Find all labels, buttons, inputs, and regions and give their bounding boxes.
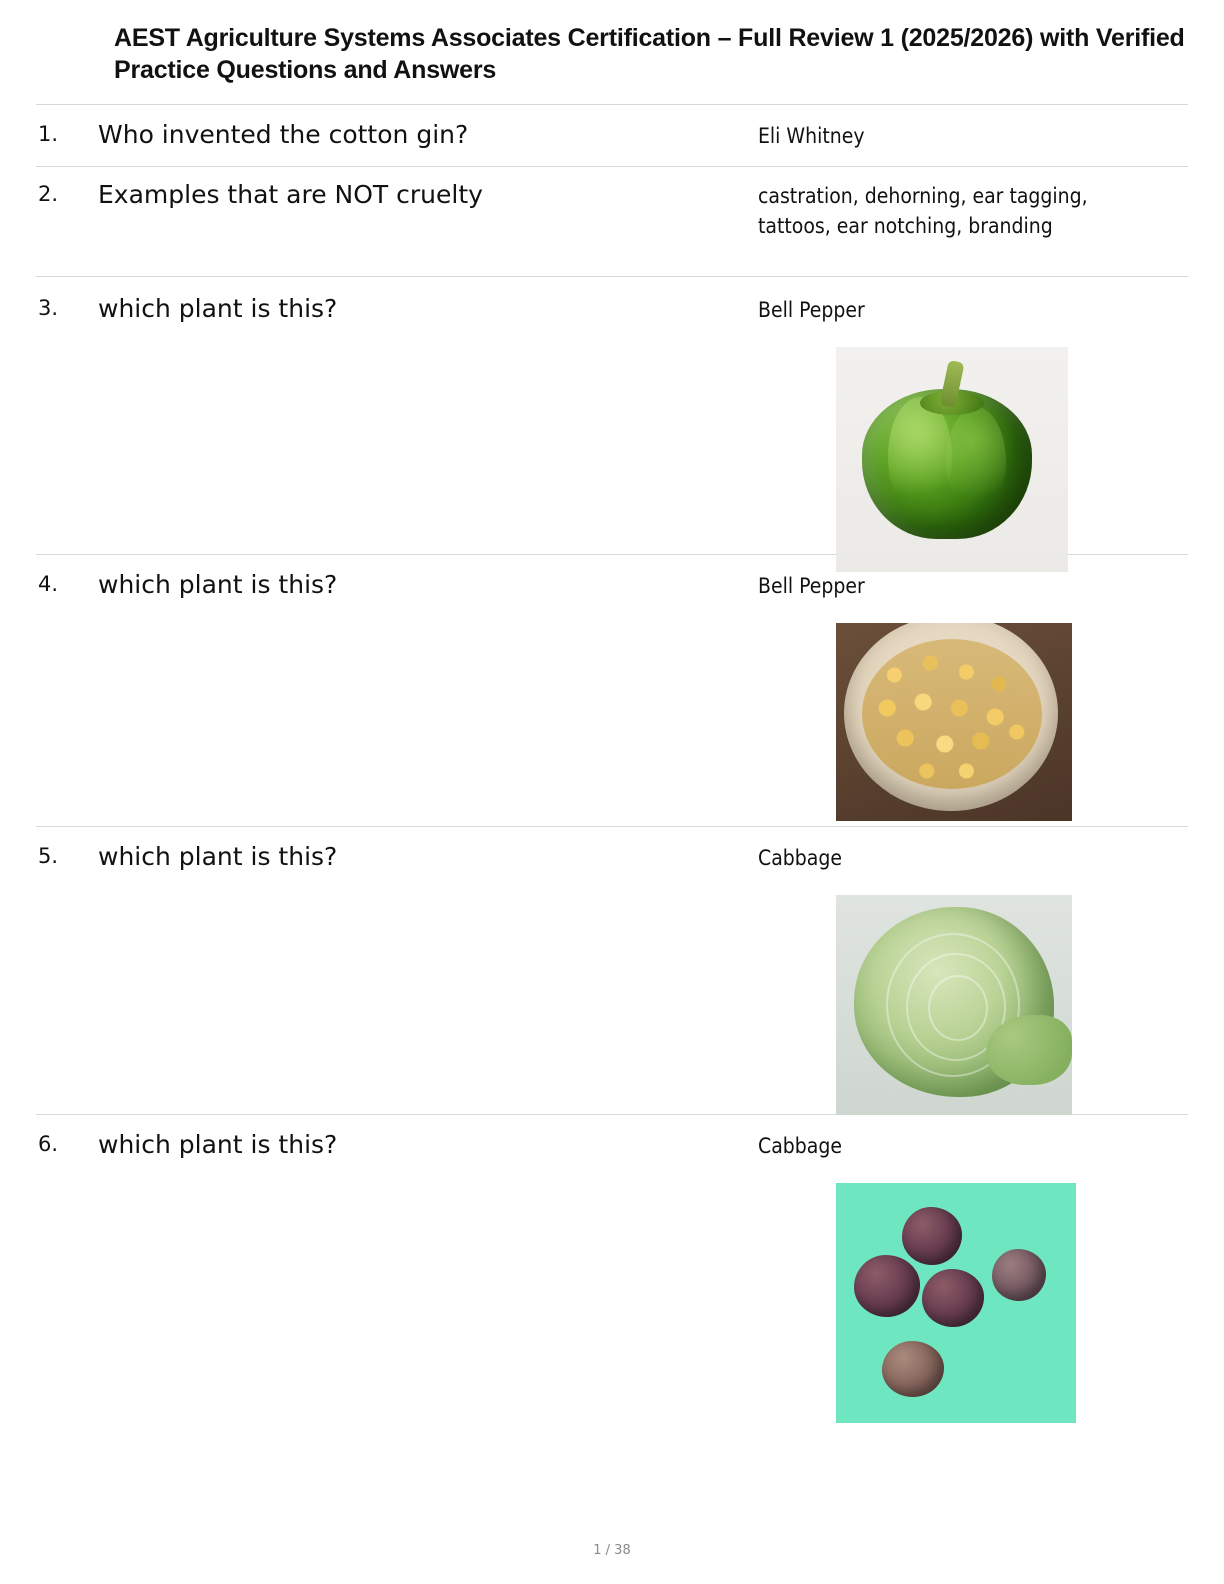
table-row — [36, 167, 1188, 277]
row-number: 3. — [38, 296, 59, 320]
cabbage-vein — [928, 975, 988, 1041]
cabbage-leaf — [986, 1015, 1072, 1085]
question-text: which plant is this? — [98, 294, 338, 323]
seed — [882, 1341, 944, 1397]
answer-cell — [758, 571, 1188, 799]
dark-seeds-on-teal-background-photo — [836, 1183, 1076, 1423]
page-title: AEST Agriculture Systems Associates Certification – Full Review 1 (2025/2026) with Verified Practice Questions and Answers — [114, 24, 1185, 84]
table-row — [36, 827, 1188, 1115]
table-row — [36, 277, 1188, 555]
seed — [992, 1249, 1046, 1301]
question-text: Who invented the cotton gin? — [98, 120, 469, 149]
answer-text: Bell Pepper — [758, 298, 865, 322]
answer-cell — [758, 295, 1188, 550]
answer-text: castration, dehorning, ear tagging, tattoos, ear notching, branding — [758, 184, 1088, 239]
pepper-highlight — [888, 397, 952, 517]
row-number: 4. — [38, 572, 59, 596]
pepper-highlight-secondary — [946, 407, 1006, 517]
row-number: 6. — [38, 1132, 59, 1156]
row-number: 1. — [38, 122, 59, 146]
answer-text: Cabbage — [758, 1134, 842, 1158]
answer-text: Cabbage — [758, 846, 842, 870]
qa-list — [36, 105, 1188, 1405]
table-row — [36, 1115, 1188, 1405]
answer-cell — [758, 843, 1188, 1093]
question-text: which plant is this? — [98, 570, 338, 599]
answer-text: Eli Whitney — [758, 124, 865, 148]
row-number: 5. — [38, 844, 59, 868]
bowl-of-yellow-seeds-photo — [836, 623, 1072, 821]
answer-cell — [758, 121, 1188, 161]
seed — [922, 1269, 984, 1327]
page-number: 1 / 38 — [593, 1543, 631, 1558]
seed-pile — [862, 639, 1042, 789]
question-text: which plant is this? — [98, 1130, 338, 1159]
answer-cell — [758, 1131, 1188, 1401]
green-bell-pepper-photo — [836, 347, 1068, 572]
table-row — [36, 555, 1188, 827]
answer-text: Bell Pepper — [758, 574, 865, 598]
seed — [902, 1207, 962, 1265]
question-text: which plant is this? — [98, 842, 338, 871]
seed — [854, 1255, 920, 1317]
row-number: 2. — [38, 182, 59, 206]
table-row — [36, 105, 1188, 167]
green-cabbage-head-photo — [836, 895, 1072, 1115]
answer-cell — [758, 181, 1188, 242]
question-text: Examples that are NOT cruelty — [98, 180, 483, 209]
